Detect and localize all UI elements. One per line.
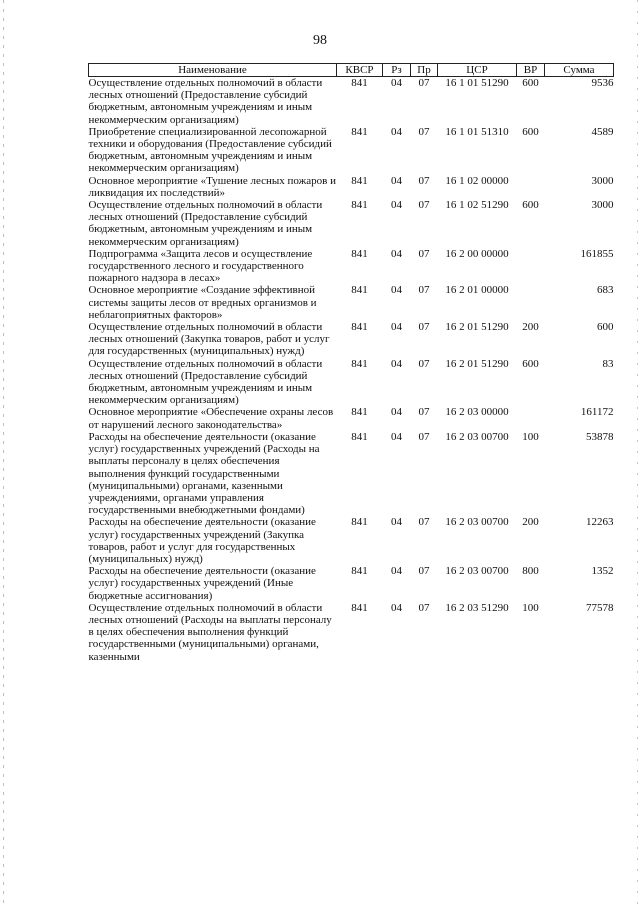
cell-sum: 161855: [580, 247, 614, 260]
cell-name: Осуществление отдельных полномочий в области лесных отношений (Предоставление субсидий бюджетным, автономным учреждениям и иным некоммерческим организациям): [88, 357, 323, 407]
cell-kvsr: 841: [351, 357, 368, 370]
cell-rz: 04: [391, 406, 402, 419]
cell-sum: 3000: [591, 199, 614, 212]
cell-sum: 83: [602, 357, 614, 370]
table-row: [89, 358, 614, 407]
cell-sum: 600: [597, 321, 614, 334]
cell-kvsr: 841: [351, 247, 368, 260]
cell-rz: 04: [391, 125, 402, 138]
header-sum: Сумма: [545, 64, 614, 77]
cell-vr: 600: [522, 357, 539, 370]
cell-sum: 161172: [580, 406, 614, 419]
cell-vr: 200: [522, 516, 539, 529]
table-row: [89, 602, 614, 663]
cell-pr: 07: [418, 77, 430, 89]
cell-vr: 600: [522, 125, 539, 138]
cell-csr: 16 2 01 51290: [445, 357, 509, 370]
cell-rz: 04: [391, 247, 402, 260]
scan-edge-left: [3, 0, 4, 905]
header-rz: Рз: [383, 64, 411, 77]
cell-csr: 16 2 01 51290: [445, 321, 509, 334]
cell-kvsr: 841: [351, 284, 368, 297]
cell-pr: 07: [418, 516, 430, 529]
cell-pr: 07: [418, 174, 430, 187]
table-row: [89, 431, 614, 516]
header-pr: Пр: [411, 64, 438, 77]
scan-edge-right: [637, 0, 638, 905]
cell-sum: 12263: [586, 516, 614, 529]
cell-name: Основное мероприятие «Обеспечение охраны лесов от нарушений лесного законодательства»: [88, 406, 334, 431]
cell-name: Основное мероприятие «Создание эффективной системы защиты лесов от вредных организмов и неблагоприятных факторов»: [88, 284, 317, 321]
cell-sum: 3000: [591, 174, 614, 187]
cell-rz: 04: [391, 357, 402, 370]
table-row: [89, 565, 614, 602]
cell-pr: 07: [418, 406, 430, 419]
cell-rz: 04: [391, 516, 402, 529]
cell-csr: 16 1 02 51290: [445, 199, 509, 212]
cell-sum: 4589: [591, 125, 614, 138]
cell-pr: 07: [418, 601, 430, 614]
cell-pr: 07: [418, 565, 430, 578]
table-row: [89, 126, 614, 175]
cell-vr: [517, 175, 545, 199]
cell-pr: 07: [418, 125, 430, 138]
cell-rz: 04: [391, 174, 402, 187]
cell-name: Расходы на обеспечение деятельности (оказание услуг) государственных учреждений (Расходы на выплаты персоналу в целях обеспечения выполнения функций государственными (муниципальными) органами, казенными учреждениями, органами управления государственными внебюджетными фондами): [88, 430, 320, 517]
cell-kvsr: 841: [351, 406, 368, 419]
cell-name: Осуществление отдельных полномочий в области лесных отношений (Расходы на выплаты персоналу в целях обеспечения выполнения функций государственными (муниципальными) органами, казенными: [88, 601, 332, 663]
cell-csr: 16 1 01 51290: [445, 77, 509, 89]
cell-kvsr: 841: [351, 125, 368, 138]
cell-csr: 16 2 03 00700: [445, 565, 509, 578]
cell-rz: 04: [391, 77, 402, 89]
cell-kvsr: 841: [351, 601, 368, 614]
cell-vr: [517, 284, 545, 321]
cell-kvsr: 841: [351, 430, 368, 443]
cell-kvsr: 841: [351, 77, 368, 89]
cell-pr: 07: [418, 321, 430, 334]
header-vr: ВР: [517, 64, 545, 77]
cell-csr: 16 2 03 51290: [445, 601, 509, 614]
cell-pr: 07: [418, 247, 430, 260]
cell-rz: 04: [391, 430, 402, 443]
cell-csr: 16 2 03 00700: [445, 430, 509, 443]
cell-kvsr: 841: [351, 565, 368, 578]
cell-sum: 9536: [591, 77, 614, 89]
cell-vr: 600: [522, 77, 539, 89]
cell-sum: 683: [597, 284, 614, 297]
cell-rz: 04: [391, 321, 402, 334]
cell-kvsr: 841: [351, 321, 368, 334]
cell-name: Расходы на обеспечение деятельности (оказание услуг) государственных учреждений (Иные бюджетные ассигнования): [88, 565, 316, 602]
cell-vr: 200: [522, 321, 539, 334]
cell-csr: 16 2 01 00000: [445, 284, 509, 297]
cell-name: Расходы на обеспечение деятельности (оказание услуг) государственных учреждений (Закупка товаров, работ и услуг для государственных (муниципальных) нужд): [88, 516, 316, 565]
cell-vr: 100: [522, 601, 539, 614]
cell-pr: 07: [418, 357, 430, 370]
cell-vr: 800: [522, 565, 539, 578]
cell-kvsr: 841: [351, 516, 368, 529]
cell-kvsr: 841: [351, 174, 368, 187]
header-name: Наименование: [89, 64, 337, 77]
cell-rz: 04: [391, 284, 402, 297]
table-row: [89, 516, 614, 565]
cell-rz: 04: [391, 565, 402, 578]
table-row: [89, 321, 614, 358]
cell-pr: 07: [418, 199, 430, 212]
cell-csr: 16 2 03 00000: [445, 406, 509, 419]
cell-rz: 04: [391, 601, 402, 614]
cell-pr: 07: [418, 284, 430, 297]
table-row: [89, 77, 614, 126]
cell-sum: 53878: [586, 430, 614, 443]
cell-vr: [517, 248, 545, 285]
table-header-row: [89, 64, 614, 77]
page-number: 98: [313, 33, 327, 48]
table-row: [89, 406, 614, 430]
table-row: [89, 199, 614, 248]
cell-sum: 77578: [586, 601, 614, 614]
cell-csr: 16 2 03 00700: [445, 516, 509, 529]
cell-name: Осуществление отдельных полномочий в области лесных отношений (Предоставление субсидий бюджетным, автономным учреждениям и иным некоммерческим организациям): [88, 199, 323, 248]
budget-table: [88, 63, 614, 663]
cell-name: Основное мероприятие «Тушение лесных пожаров и ликвидация их последствий»: [88, 174, 336, 199]
cell-pr: 07: [418, 430, 430, 443]
cell-name: Осуществление отдельных полномочий в области лесных отношений (Предоставление субсидий бюджетным, автономным учреждениям и иным некоммерческим организациям): [88, 77, 323, 126]
header-csr: ЦСР: [438, 64, 517, 77]
cell-kvsr: 841: [351, 199, 368, 212]
cell-csr: 16 1 02 00000: [445, 174, 509, 187]
cell-csr: 16 2 00 00000: [445, 247, 509, 260]
cell-csr: 16 1 01 51310: [445, 125, 509, 138]
table-row: [89, 284, 614, 321]
table-row: [89, 248, 614, 285]
cell-name: Приобретение специализированной лесопожарной техники и оборудования (Предоставление субсидий бюджетным, автономным учреждениям и иным некоммерческим организациям): [88, 125, 332, 175]
cell-name: Подпрограмма «Защита лесов и осуществление государственного лесного и государственного пожарного надзора в лесах»: [88, 247, 313, 285]
cell-name: Осуществление отдельных полномочий в области лесных отношений (Закупка товаров, работ и услуг для государственных (муниципальных) нужд): [88, 321, 330, 358]
cell-vr: 100: [522, 430, 539, 443]
header-kvsr: КВСР: [337, 64, 383, 77]
table-row: [89, 175, 614, 199]
cell-rz: 04: [391, 199, 402, 212]
cell-vr: 600: [522, 199, 539, 212]
cell-vr: [517, 406, 545, 430]
cell-sum: 1352: [591, 565, 614, 578]
